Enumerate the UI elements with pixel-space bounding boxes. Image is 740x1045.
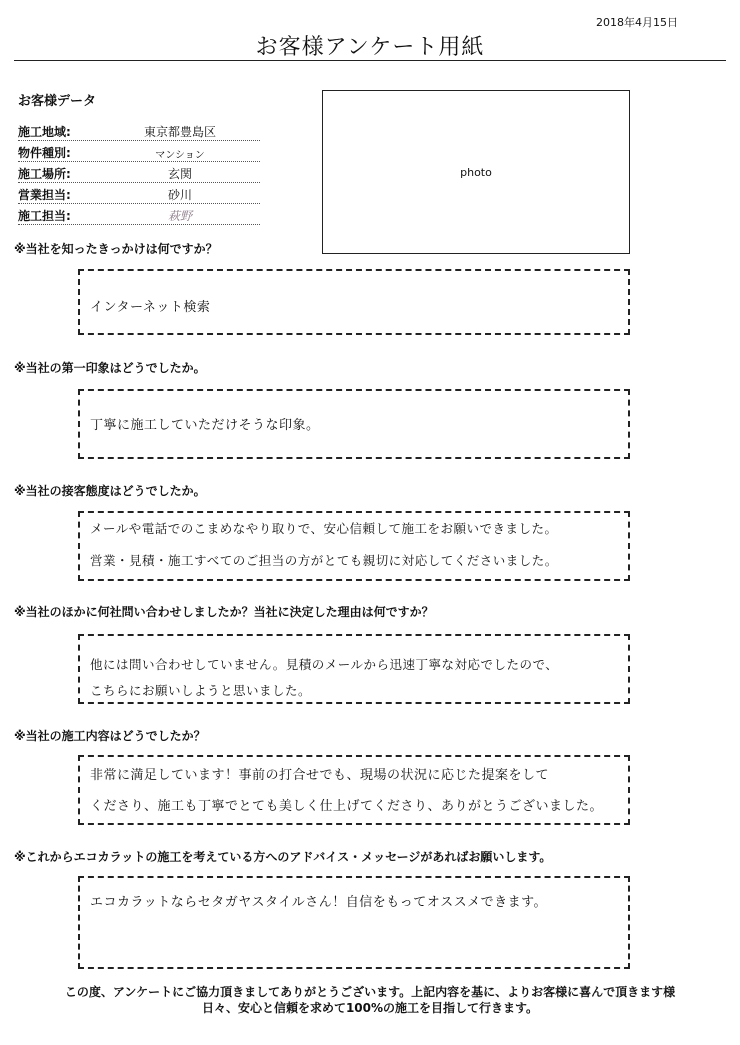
photo-label: photo [460, 165, 492, 179]
answer-box-6 [78, 876, 630, 969]
info-row-installer [18, 204, 260, 225]
customer-data-label: お客様データ [18, 94, 97, 109]
answer-1-line-1: インターネット検索 [90, 300, 211, 315]
info-value-handwritten: 萩野 [167, 209, 192, 223]
info-label: 施工場所: [18, 167, 71, 181]
info-row-property-type [18, 141, 260, 162]
answer-4-line-1: 他には問い合わせしていません。見積のメールから迅速丁寧な対応でしたので、 [90, 657, 559, 672]
answer-2-line-1: 丁寧に施工していただけそうな印象。 [90, 418, 320, 433]
info-row-sales [18, 183, 260, 204]
footer-line-2: 日々、安心と信頼を求めて100%の施工を目指して行きます。 [201, 1001, 539, 1015]
survey-date: 2018年4月15日 [596, 16, 678, 29]
page-title: お客様アンケート用紙 [255, 35, 485, 60]
answer-6-line-1: エコカラットならセタガヤスタイルさん！自信をもってオススメできます。 [90, 895, 548, 910]
question-6: ※これからエコカラットの施工を考えている方へのアドバイス・メッセージがあればお願いします。 [14, 850, 552, 864]
answer-5-line-1: 非常に満足しています！事前の打合せでも、現場の状況に応じた提案をして [90, 768, 550, 783]
question-4: ※当社のほかに何社問い合わせしましたか？当社に決定した理由は何ですか？ [14, 605, 434, 619]
photo-placeholder [322, 90, 630, 254]
info-value: マンション [155, 150, 205, 161]
info-value: 砂川 [167, 188, 192, 202]
info-value: 玄関 [167, 167, 192, 181]
answer-4-line-2: こちらにお願いしようと思いました。 [90, 683, 312, 698]
answer-3-line-2: 営業・見積・施工すべてのご担当の方がとても親切に対応してくださいました。 [90, 553, 558, 568]
info-label: 物件種別: [18, 146, 71, 160]
info-label: 施工地域: [18, 125, 71, 139]
info-label: 施工担当: [18, 209, 71, 223]
title-divider [14, 60, 726, 61]
info-row-location [18, 162, 260, 183]
info-label: 営業担当: [18, 188, 71, 202]
question-2: ※当社の第一印象はどうでしたか。 [14, 361, 206, 375]
question-1: ※当社を知ったきっかけは何ですか？ [14, 242, 218, 256]
answer-3-line-1: メールや電話でのこまめなやり取りで、安心信頼して施工をお願いできました。 [90, 521, 558, 536]
question-3: ※当社の接客態度はどうでしたか。 [14, 484, 206, 498]
question-5: ※当社の施工内容はどうでしたか？ [14, 729, 206, 743]
info-value: 東京都豊島区 [143, 125, 216, 139]
info-row-area [18, 120, 260, 141]
footer-line-1: この度、アンケートにご協力頂きましてありがとうございます。上記内容を基に、よりお客様に喜んで頂きます様 [64, 985, 676, 999]
answer-5-line-2: くださり、施工も丁寧でとても美しく仕上げてくださり、ありがとうございました。 [90, 799, 604, 814]
